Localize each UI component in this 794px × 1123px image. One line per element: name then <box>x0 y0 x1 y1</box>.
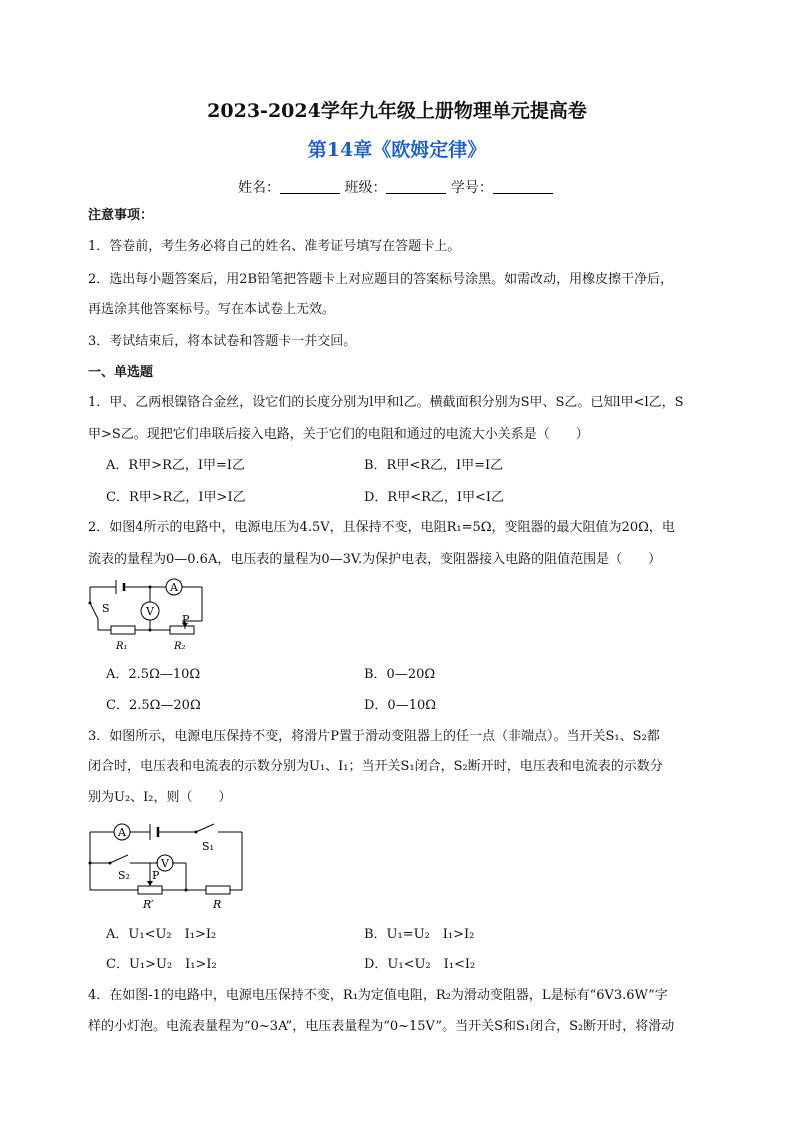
q1-stem-line2: 甲>S乙。现把它们串联后接入电路，关于它们的电阻和通过的电流大小关系是（ ） <box>88 427 589 442</box>
q1-option-b[interactable]: B．R甲<R乙，I甲=I乙 <box>364 458 504 473</box>
ammeter-label: A <box>170 581 178 594</box>
q3-option-c[interactable]: C．U₁>U₂ I₁>I₂ <box>106 957 217 972</box>
q2-circuit-diagram <box>86 575 212 657</box>
q2-option-a[interactable]: A．2.5Ω—10Ω <box>106 667 201 682</box>
q1-option-a[interactable]: A．R甲>R乙，I甲=I乙 <box>106 458 246 473</box>
ammeter-label: A <box>118 826 126 839</box>
r1-label: R₁ <box>116 641 128 652</box>
q1-stem-line1: 1．甲、乙两根镍铬合金丝，设它们的长度分别为l甲和l乙。横截面积分别为S甲、S乙。已知l甲<l乙，S <box>88 395 684 410</box>
junction-dot-icon <box>185 889 188 892</box>
q2-option-c[interactable]: C．2.5Ω—20Ω <box>106 698 201 713</box>
junction-dot-icon <box>149 586 152 589</box>
s1-label: S₁ <box>202 840 214 853</box>
q4-stem-line2: 样的小灯泡。电流表量程为“0~3A”，电压表量程为“0~15V”。当开关S和S₁闭合，S₂断开时，将滑动 <box>88 1019 675 1034</box>
q3-stem-line2: 闭合时，电压表和电流表的示数分别为U₁、I₁；当开关S₁闭合，S₂断开时，电压表和电流表的示数分 <box>88 759 663 774</box>
chapter-title: 第14章《欧姆定律》 <box>307 139 487 161</box>
q1-option-d[interactable]: D．R甲<R乙，I甲<I乙 <box>364 490 505 505</box>
q3-option-a[interactable]: A．U₁<U₂ I₁>I₂ <box>106 927 217 942</box>
note-item: 1．答卷前，考生务必将自己的姓名、准考证号填写在答题卡上。 <box>88 239 461 254</box>
q3-circuit-diagram <box>86 818 246 912</box>
slider-label: P <box>152 869 160 882</box>
q3-option-d[interactable]: D．U₁<U₂ I₁<I₂ <box>364 957 476 972</box>
section-heading: 一、单选题 <box>88 365 154 380</box>
r2-label: R₂ <box>174 641 186 652</box>
q3-option-b[interactable]: B．U₁=U₂ I₁>I₂ <box>364 927 475 942</box>
q4-stem-line1: 4．在如图-1的电路中，电源电压保持不变，R₁为定值电阻，R₂为滑动变阻器，L是标有“6V3.6W”字 <box>88 988 668 1003</box>
note-item: 3．考试结束后，将本试卷和答题卡一并交回。 <box>88 334 357 349</box>
notes-heading: 注意事项： <box>88 208 154 223</box>
q2-option-d[interactable]: D．0—10Ω <box>364 698 437 713</box>
q3-stem-line3: 别为U₂、I₂，则（ ） <box>88 790 232 805</box>
switch-terminal-icon <box>109 862 112 865</box>
exam-title: 2023-2024学年九年级上册物理单元提高卷 <box>207 100 587 122</box>
class-label: 班级： <box>344 180 387 196</box>
name-blank[interactable] <box>280 179 340 194</box>
junction-dot-icon <box>149 629 152 632</box>
switch-terminal-icon <box>89 602 92 605</box>
class-blank[interactable] <box>386 179 446 194</box>
rp-label: R′ <box>143 898 154 911</box>
switch-terminal-icon <box>195 831 198 834</box>
slider-label: P <box>182 613 190 626</box>
voltmeter-label: V <box>146 605 154 618</box>
switch-label: S <box>102 602 110 615</box>
id-blank[interactable] <box>493 179 553 194</box>
q3-stem-line1: 3．如图所示，电源电压保持不变，将滑片P置于滑动变阻器上的任一点（非端点）。当开关S₁、S₂都 <box>88 729 660 744</box>
note-item: 再选涂其他答案标号。写在本试卷上无效。 <box>88 302 336 317</box>
note-item: 2．选出每小题答案后，用2B铅笔把答题卡上对应题目的答案标号涂黑。如需改动，用橡皮擦干净后， <box>88 272 674 287</box>
student-info-row <box>238 177 553 197</box>
s2-label: S₂ <box>118 869 130 882</box>
q2-stem-line1: 2．如图4所示的电路中，电源电压为4.5V，且保持不变，电阻R₁=5Ω，变阻器的最大阻值为20Ω，电 <box>88 520 675 535</box>
voltmeter-label: V <box>161 857 169 870</box>
r-label: R <box>213 898 222 911</box>
id-label: 学号： <box>450 180 493 196</box>
q2-option-b[interactable]: B．0—20Ω <box>364 667 436 682</box>
name-label: 姓名： <box>238 180 280 196</box>
junction-dot-icon <box>89 862 92 865</box>
q2-stem-line2: 流表的量程为0—0.6A，电压表的量程为0—3V.为保护电表，变阻器接入电路的阻值范围是（ ） <box>88 552 662 567</box>
q1-option-c[interactable]: C．R甲>R乙，I甲>I乙 <box>106 490 246 505</box>
